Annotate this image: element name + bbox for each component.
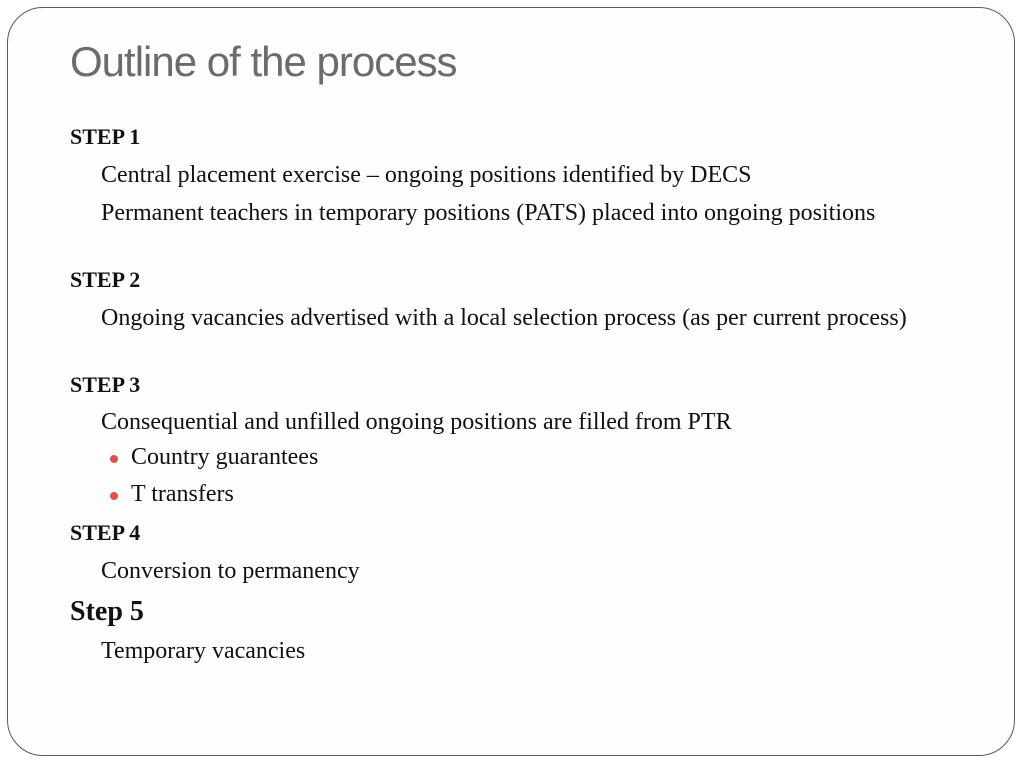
slide-title: Outline of the process	[70, 38, 457, 85]
slide-frame	[7, 7, 1015, 756]
step-4-item-1: Conversion to permanency	[101, 558, 360, 584]
step-3-heading: STEP 3	[70, 372, 141, 397]
step-5-heading: Step 5	[70, 596, 144, 627]
step-5-item-1: Temporary vacancies	[101, 638, 306, 664]
bullet-dot-icon	[110, 492, 118, 500]
step-2-item-1: Ongoing vacancies advertised with a local selection process (as per current process)	[101, 305, 907, 331]
step-1-heading: STEP 1	[70, 124, 141, 149]
step-4-heading: STEP 4	[70, 520, 141, 545]
bullet-text: Country guarantees	[131, 444, 319, 470]
step-1-item-2: Permanent teachers in temporary positions (PATS) placed into ongoing positions	[101, 200, 876, 226]
step-3-item-1: Consequential and unfilled ongoing positions are filled from PTR	[101, 409, 732, 435]
step-1-item-1: Central placement exercise – ongoing positions identified by DECS	[101, 162, 752, 188]
bullet-text: T transfers	[131, 481, 234, 507]
bullet-dot-icon	[110, 455, 118, 463]
step-2-heading: STEP 2	[70, 267, 141, 292]
